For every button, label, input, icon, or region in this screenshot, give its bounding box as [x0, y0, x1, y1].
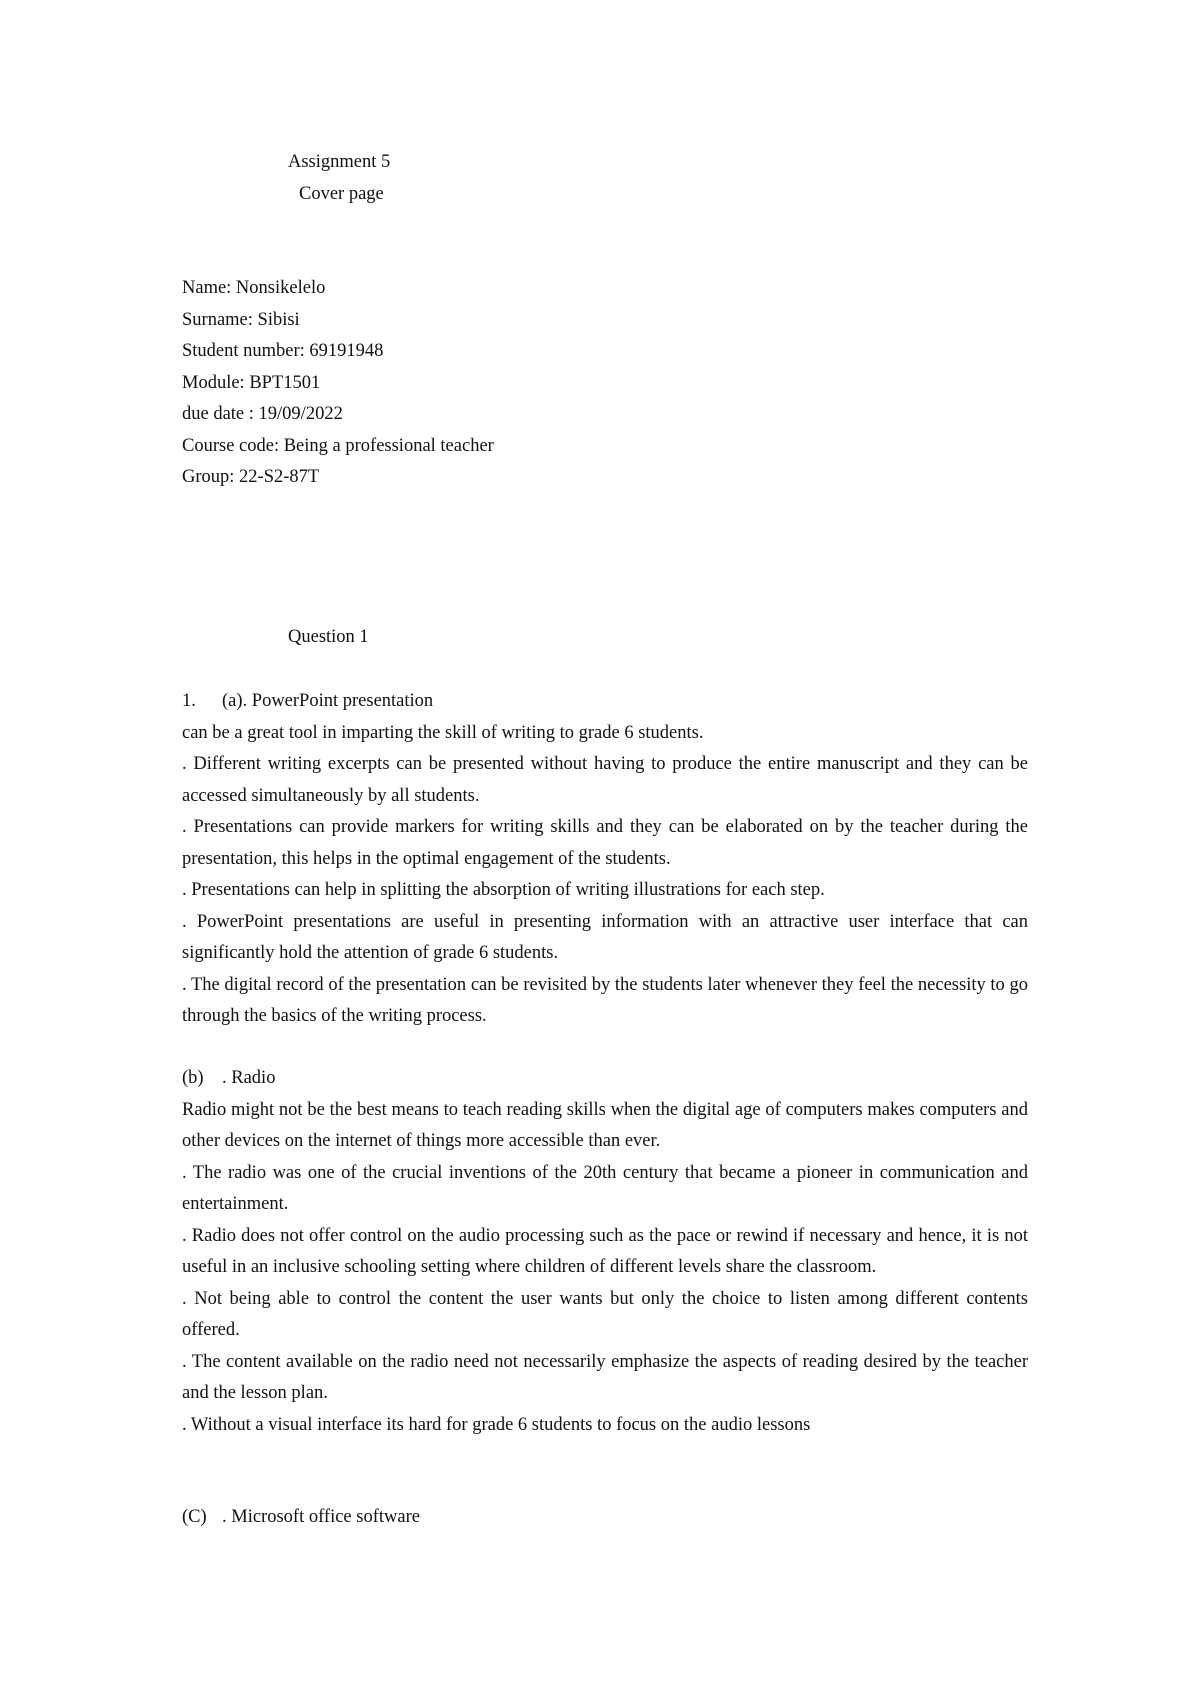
document-title: Assignment 5 [288, 152, 391, 172]
section-a-line: . The digital record of the presentation can be revisited by the students later whenever they feel the necessity to go through the basics of the writing process. [182, 974, 1028, 1026]
section-b-marker: (b) [182, 1068, 204, 1088]
section-c-marker: (C) [182, 1507, 207, 1527]
section-a-line: . Presentations can help in splitting the absorption of writing illustrations for each step. [182, 880, 825, 900]
section-a-label: (a). PowerPoint presentation [222, 691, 434, 711]
section-a-line: . Presentations can provide markers for writing skills and they can be elaborated on by the teacher during the presentation, this helps in the optimal engagement of the students. [182, 817, 1028, 869]
section-b-line: . The radio was one of the crucial inventions of the 20th century that became a pioneer in communication and entertainment. [182, 1162, 1028, 1214]
section-b-label: . Radio [222, 1068, 276, 1088]
section-a-heading [182, 686, 1028, 718]
section-b-line: . Not being able to control the content the user wants but only the choice to listen among different contents offered. [182, 1288, 1028, 1340]
detail-due-date: due date : 19/09/2022 [182, 404, 343, 424]
section-b-line: . Radio does not offer control on the audio processing such as the pace or rewind if necessary and hence, it is not useful in an inclusive schooling setting where children of different levels share the classroom. [182, 1225, 1028, 1277]
detail-module: Module: BPT1501 [182, 373, 321, 393]
section-b-line: . The content available on the radio need not necessarily emphasize the aspects of reading desired by the teacher and the lesson plan. [182, 1351, 1028, 1403]
detail-group: Group: 22-S2-87T [182, 467, 320, 487]
detail-student-number: Student number: 69191948 [182, 341, 384, 361]
detail-surname: Surname: Sibisi [182, 310, 300, 330]
section-b [182, 1063, 1028, 1441]
section-c-heading [182, 1502, 1028, 1534]
question-heading: Question 1 [288, 627, 369, 647]
detail-name: Name: Nonsikelelo [182, 278, 326, 298]
section-c-label: . Microsoft office software [222, 1507, 420, 1527]
section-b-heading [182, 1063, 1028, 1095]
section-a-line: . Different writing excerpts can be presented without having to produce the entire manuscript and they can be accessed simultaneously by all students. [182, 754, 1028, 806]
section-a-line: . PowerPoint presentations are useful in presenting information with an attractive user interface that can significantly hold the attention of grade 6 students. [182, 911, 1028, 963]
section-c [182, 1502, 1028, 1534]
section-a-line: can be a great tool in imparting the skill of writing to grade 6 students. [182, 722, 704, 743]
list-number: 1. [182, 691, 196, 711]
document-subtitle: Cover page [299, 184, 384, 204]
section-a [182, 686, 1028, 1033]
section-b-line: . Without a visual interface its hard for grade 6 students to focus on the audio lessons [182, 1414, 811, 1435]
detail-course-code: Course code: Being a professional teacher [182, 436, 494, 456]
section-b-line: Radio might not be the best means to teach reading skills when the digital age of computers makes computers and other devices on the internet of things more accessible than ever. [182, 1099, 1028, 1151]
